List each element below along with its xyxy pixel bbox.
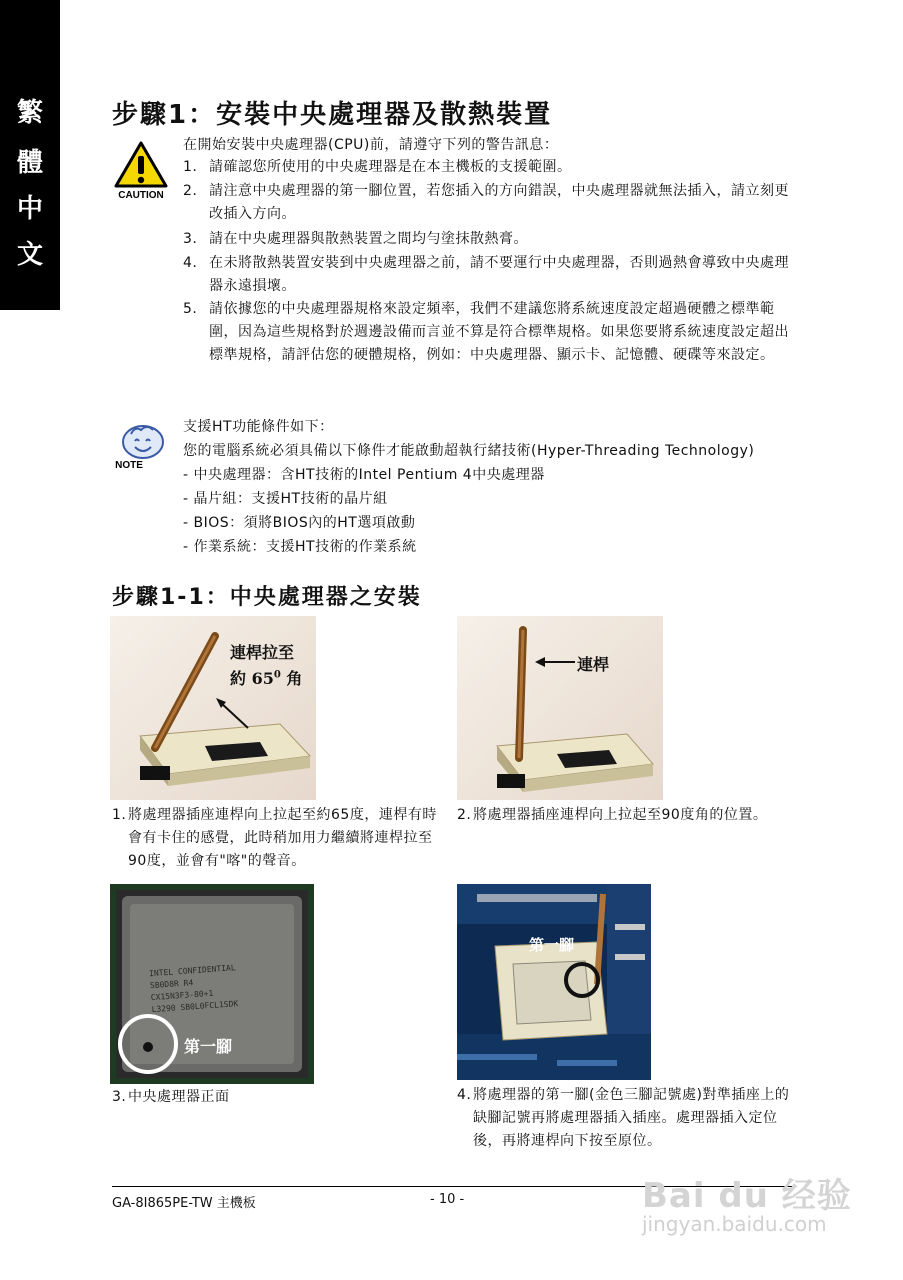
- caption-text: 將處理器插座連桿向上拉起至約65度，連桿有時會有卡住的感覺，此時稍加用力繼續將連桿拉至90度，並會有"喀"的聲音。: [128, 807, 437, 869]
- note-line: - 中央處理器：含HT技術的Intel Pentium 4中央處理器: [183, 467, 545, 483]
- lever-65-label-line1: 連桿拉至: [230, 643, 295, 662]
- item-number: 4.: [183, 255, 198, 271]
- item-text: 請依據您的中央處理器規格來設定頻率，我們不建議您將系統速度設定超過硬體之標準範圍，因為這些規格對於週邊設備而言並不算是符合標準規格。如果您要將系統速度設定超出標準規格，請評估您的硬體規格，例如：中央處理器、顯示卡、記憶體、硬碟等來設定。: [209, 301, 789, 363]
- note-line: - 晶片組：支援HT技術的晶片組: [183, 491, 388, 507]
- degree-sup: 0: [273, 669, 281, 681]
- note-icon: [113, 420, 169, 470]
- item-text: 請確認您所使用的中央處理器是在本主機板的支援範圍。: [209, 159, 572, 175]
- caption-text: 將處理器插座連桿向上拉起至90度角的位置。: [473, 807, 768, 823]
- caution-item: [183, 156, 795, 179]
- item-text: 請在中央處理器與散熱裝置之間均勻塗抹散熱膏。: [209, 231, 528, 247]
- caption-number: 2.: [457, 807, 472, 823]
- note-line: 您的電腦系統必須具備以下條件才能啟動超執行緒技術(Hyper-Threading Technology): [183, 443, 755, 459]
- side-tab-char: 繁: [16, 98, 43, 128]
- side-tab-char: 中: [16, 194, 43, 224]
- lever-65-label-suffix: 角: [280, 669, 303, 688]
- caption-number: 3.: [112, 1089, 127, 1105]
- step1-title: 步驟1：安裝中央處理器及散熱裝置: [112, 100, 553, 130]
- step11-title: 步驟1-1：中央處理器之安裝: [112, 585, 422, 610]
- chip-text-line: SB0D8R R4: [149, 978, 194, 991]
- item-text: 請注意中央處理器的第一腳位置，若您插入的方向錯誤，中央處理器就無法插入，請立刻更改插入方向。: [209, 183, 789, 222]
- item-number: 2.: [183, 183, 198, 199]
- pin1-label-cpu: 第一腳: [184, 1037, 233, 1056]
- caution-item: [183, 180, 795, 226]
- photo-socket-lever-65: [110, 616, 316, 800]
- photo-socket-lever-90: [457, 616, 663, 800]
- chip-text-line: L3290 SB0L0FCL1SDK: [151, 999, 239, 1015]
- caption: [112, 1086, 432, 1109]
- caution-icon: [113, 140, 169, 200]
- item-number: 3.: [183, 231, 198, 247]
- photo-cpu-front: [110, 884, 314, 1084]
- caution-item: [183, 228, 795, 251]
- photo-cpu-in-socket: [457, 884, 651, 1080]
- caption-number: 1.: [112, 807, 127, 823]
- footer-page-number: - 10 -: [430, 1192, 465, 1207]
- side-tab-char: 文: [16, 240, 43, 270]
- caption: [457, 804, 777, 827]
- note-line: - 作業系統：支援HT技術的作業系統: [183, 539, 417, 555]
- caution-intro: 在開始安裝中央處理器(CPU)前，請遵守下列的警告訊息：: [183, 137, 559, 153]
- watermark-logo: Bai du 经验: [642, 1176, 852, 1216]
- caution-item: [183, 252, 795, 298]
- caption-number: 4.: [457, 1087, 472, 1103]
- side-tab-char: 體: [16, 148, 43, 178]
- lever-label: 連桿: [577, 655, 610, 674]
- caution-item: [183, 298, 795, 367]
- footer-model: GA-8I865PE-TW 主機板: [112, 1196, 256, 1211]
- note-label: NOTE: [115, 460, 143, 470]
- note-line: - BIOS：須將BIOS內的HT選項啟動: [183, 515, 416, 531]
- caption-text: 中央處理器正面: [128, 1089, 230, 1105]
- chip-text-line: INTEL CONFIDENTIAL: [148, 963, 236, 979]
- caption: [112, 804, 438, 873]
- chip-text-line: CX15N3F3-80+1: [150, 988, 214, 1003]
- lever-65-label-prefix: 約 65: [230, 669, 274, 688]
- item-number: 5.: [183, 301, 198, 317]
- caution-label: CAUTION: [118, 190, 164, 200]
- lever-65-label-line2: [230, 666, 302, 689]
- item-number: 1.: [183, 159, 198, 175]
- pin1-label-socket: 第一腳: [529, 936, 575, 954]
- note-line: 支援HT功能條件如下：: [183, 419, 334, 435]
- item-text: 在未將散熱裝置安裝到中央處理器之前，請不要運行中央處理器，否則過熱會導致中央處理器永遠損壞。: [209, 255, 789, 294]
- caption-text: 將處理器的第一腳(金色三腳記號處)對準插座上的缺腳記號再將處理器插入插座。處理器插入定位後，再將連桿向下按至原位。: [473, 1087, 790, 1149]
- watermark-url: jingyan.baidu.com: [642, 1212, 827, 1236]
- caption: [457, 1084, 793, 1153]
- language-side-tab: [0, 0, 60, 310]
